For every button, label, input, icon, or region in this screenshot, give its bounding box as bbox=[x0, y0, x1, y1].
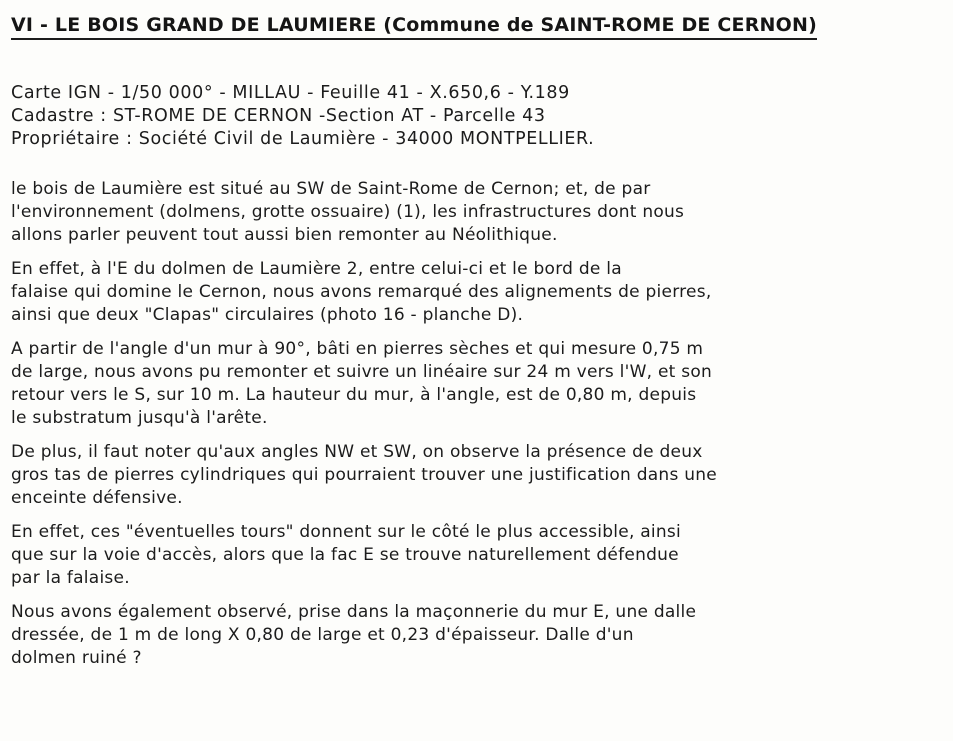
owner-line: Propriétaire : Société Civil de Laumière - 34000 MONTPELLIER. bbox=[11, 129, 595, 149]
reference-block bbox=[11, 82, 937, 151]
map-reference-line: Carte IGN - 1/50 000° - MILLAU - Feuille 41 - X.650,6 - Y.189 bbox=[11, 83, 570, 103]
paragraph-location: le bois de Laumière est situé au SW de Saint-Rome de Cernon; et, de par l'environnement (dolmens, grotte ossuaire) (1), les infrastructures dont nous allons parler peuvent tout aussi bien remonter au Néolithique. bbox=[11, 179, 685, 245]
paragraph-slab: Nous avons également observé, prise dans la maçonnerie du mur E, une dalle dressée, de 1 m de long X 0,80 de large et 0,23 d'épaisseur. Dalle d'un dolmen ruiné ? bbox=[11, 602, 697, 668]
paragraph-alignments: En effet, à l'E du dolmen de Laumière 2, entre celui-ci et le bord de la falaise qui domine le Cernon, nous avons remarqué des alignements de pierres, ainsi que deux "Clapas" circulaires (photo 16 - planche D). bbox=[11, 259, 712, 325]
paragraph-wall: A partir de l'angle d'un mur à 90°, bâti en pierres sèches et qui mesure 0,75 m de large, nous avons pu remonter et suivre un linéaire sur 24 m vers l'W, et son retour vers le S, sur 10 m. La hauteur du mur, à l'angle, est de 0,80 m, depuis le substratum jusqu'à l'arête. bbox=[11, 339, 713, 428]
paragraph-stone-piles: De plus, il faut noter qu'aux angles NW et SW, on observe la présence de deux gros tas de pierres cylindriques qui pourraient trouver une justification dans une enceinte défensive. bbox=[11, 442, 717, 508]
paragraph-towers: En effet, ces "éventuelles tours" donnent sur le côté le plus accessible, ainsi que sur la voie d'accès, alors que la fac E se trouve naturellement défendue par la falaise. bbox=[11, 522, 681, 588]
section-title: VI - LE BOIS GRAND DE LAUMIERE (Commune de SAINT-ROME DE CERNON) bbox=[11, 14, 817, 40]
cadastre-line: Cadastre : ST-ROME DE CERNON -Section AT - Parcelle 43 bbox=[11, 106, 546, 126]
